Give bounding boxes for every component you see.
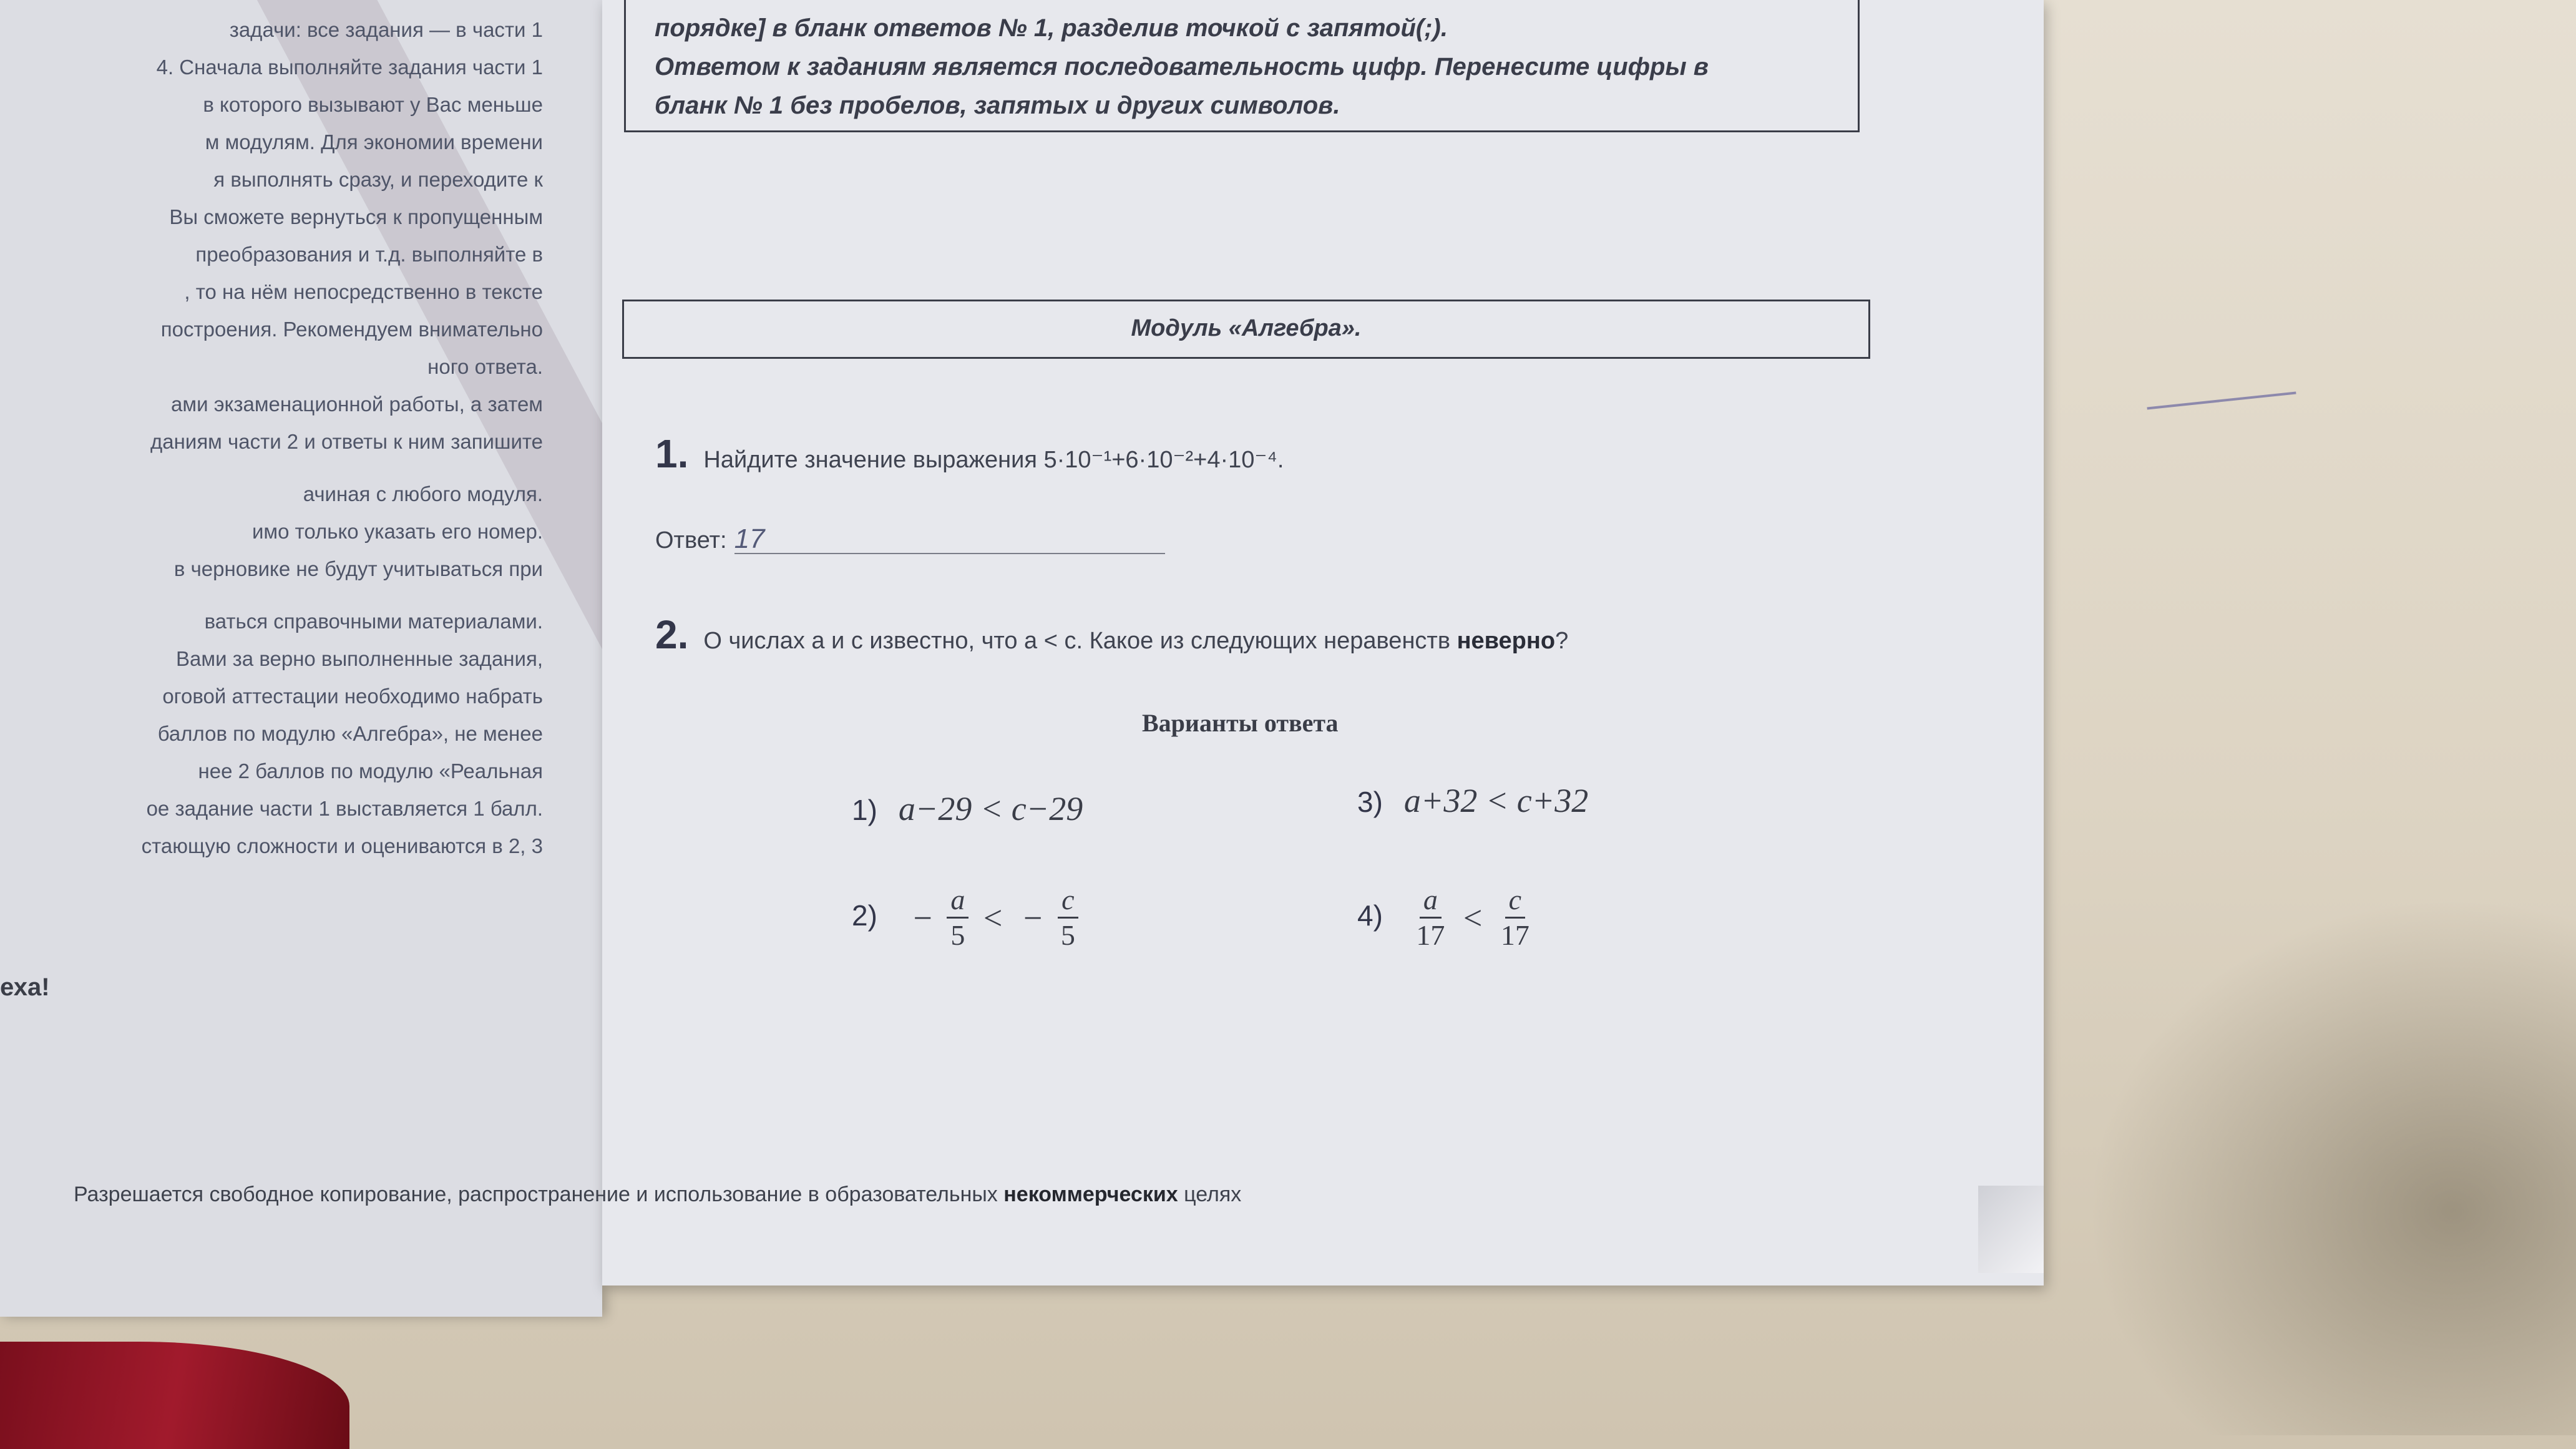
left-page-line: задачи: все задания — в части 1: [229, 18, 543, 41]
fraction: [1412, 883, 1448, 952]
left-page-line: в которого вызывают у Вас меньше: [203, 93, 543, 116]
left-page-line: стающую сложности и оцениваются в 2, 3: [141, 834, 543, 857]
option-expression: a−29 < c−29: [898, 790, 1083, 827]
option-2[interactable]: [852, 883, 1079, 952]
footer-text: Разрешается свободное копирование, распространение и использование в образовательных: [74, 1183, 1004, 1206]
answer-field[interactable]: 17: [734, 525, 1165, 554]
numerator: c: [1058, 883, 1078, 919]
task-number: 2.: [655, 612, 689, 657]
denominator: 5: [950, 919, 965, 951]
numerator: a: [1420, 883, 1442, 919]
left-page-line: Вами за верно выполненные задания,: [176, 647, 543, 670]
fraction: [1497, 883, 1533, 952]
answer-row: [655, 525, 1165, 554]
task-text: Найдите значение выражения 5·10⁻¹+6·10⁻²+4·10⁻⁴.: [703, 447, 1284, 473]
left-closing: еха!: [0, 973, 50, 1001]
left-page-line: ачиная с любого модуля.: [303, 482, 543, 505]
variants-title: Варианты ответа: [1142, 709, 1339, 737]
instructions-line: порядке] в бланк ответов № 1, разделив точкой с запятой(;).: [655, 14, 1448, 42]
option-number: 4): [1357, 899, 1383, 932]
left-page-text: [0, 11, 543, 865]
left-page-line: ваться справочными материалами.: [204, 610, 543, 633]
left-page-line: ного ответа.: [427, 355, 543, 378]
left-page-line: ами экзаменационной работы, а затем: [171, 393, 543, 416]
left-page-line: ое задание части 1 выставляется 1 балл.: [146, 797, 543, 820]
instructions-line: Ответом к заданиям является последовательность цифр. Перенесите цифры в: [655, 53, 1709, 80]
option-4[interactable]: [1357, 883, 1533, 952]
left-page-line: имо только указать его номер.: [252, 520, 543, 543]
left-page-line: 4. Сначала выполняйте задания части 1: [156, 56, 543, 79]
denominator: 17: [1416, 919, 1445, 951]
page-corner-fold: [1978, 1186, 2044, 1273]
option-number: 1): [852, 794, 877, 826]
fraction: [947, 883, 968, 952]
task-text-bold: неверно: [1456, 628, 1556, 654]
task-text-end: ?: [1555, 628, 1569, 654]
minus-sign: −: [1023, 899, 1043, 937]
answer-label: Ответ:: [655, 527, 727, 554]
task-2: [655, 612, 1568, 658]
option-number: 2): [852, 899, 877, 932]
less-than-sign: <: [1463, 899, 1483, 937]
left-page-line: преобразования и т.д. выполняйте в: [195, 243, 543, 266]
option-expression: a+32 < c+32: [1403, 782, 1589, 819]
footer-text-bold: некоммерческих: [1003, 1183, 1178, 1206]
fraction: [1057, 883, 1079, 952]
hand-shadow: [2059, 874, 2576, 1435]
option-3[interactable]: [1357, 781, 1588, 820]
footer-text-end: целях: [1178, 1183, 1242, 1206]
denominator: 5: [1060, 919, 1075, 951]
left-page-line: в черновике не будут учитываться при: [173, 557, 543, 580]
numerator: a: [947, 883, 968, 919]
instructions-box: [624, 0, 1860, 132]
left-page-line: м модулям. Для экономии времени: [205, 130, 543, 154]
left-page-line: оговой аттестации необходимо набрать: [162, 685, 543, 708]
task-text: О числах a и c известно, что a < c. Какое из следующих неравенств: [703, 628, 1457, 654]
option-number: 3): [1357, 786, 1383, 818]
left-page-line: даниям части 2 и ответы к ним запишите: [150, 430, 543, 453]
minus-sign: −: [913, 899, 932, 937]
left-page-line: я выполнять сразу, и переходите к: [213, 168, 543, 191]
left-page-line: нее 2 баллов по модулю «Реальная: [198, 759, 543, 783]
instructions-line: бланк № 1 без пробелов, запятых и других символов.: [655, 92, 1340, 119]
left-page-line: , то на нём непосредственно в тексте: [184, 280, 543, 303]
less-than-sign: <: [983, 899, 1003, 937]
left-page: [0, 0, 602, 1317]
left-page-line: построения. Рекомендуем внимательно: [160, 318, 543, 341]
task-1: [655, 431, 1284, 477]
option-1[interactable]: [852, 789, 1083, 828]
footer-note: [74, 1183, 1241, 1207]
numerator: c: [1505, 883, 1525, 919]
denominator: 17: [1500, 919, 1530, 951]
left-page-line: Вы сможете вернуться к пропущенным: [169, 205, 543, 228]
module-title: Модуль «Алгебра».: [622, 300, 1870, 359]
task-number: 1.: [655, 431, 689, 476]
left-page-line: баллов по модулю «Алгебра», не менее: [157, 722, 543, 745]
